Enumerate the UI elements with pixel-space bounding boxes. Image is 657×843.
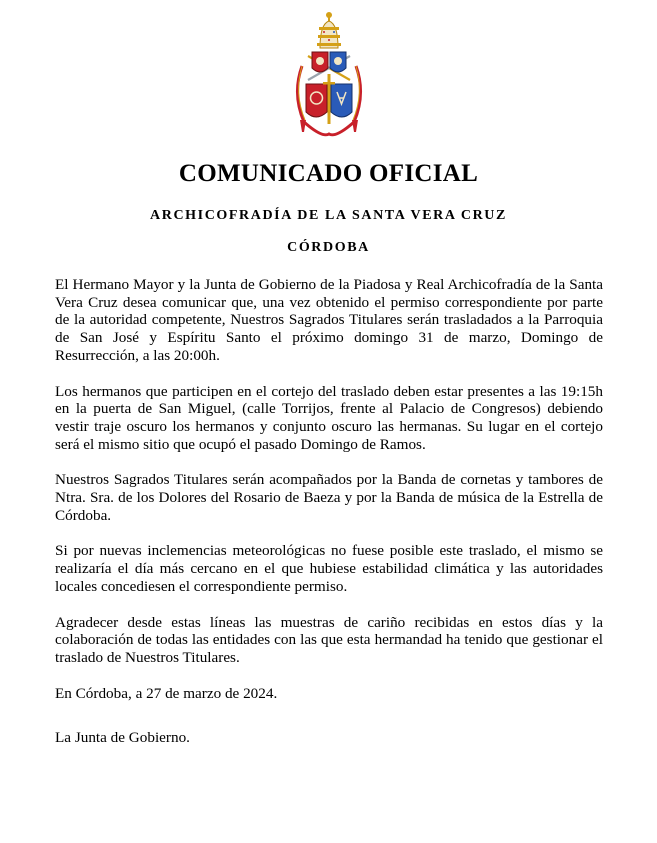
document-body <box>55 276 603 765</box>
page-title: COMUNICADO OFICIAL <box>178 160 479 187</box>
city-name: CÓRDOBA <box>287 240 370 255</box>
brotherhood-name: ARCHICOFRADÍA DE LA SANTA VERA CRUZ <box>150 208 507 223</box>
paragraph-weather: Si por nuevas inclemencias meteorológicas no fuese posible este traslado, el mismo se realizaría el día más cercano en el que hubiese estabilidad climática y las autoridades locales concediesen el correspondiente permiso. <box>55 542 603 595</box>
tiara-icon <box>317 12 341 48</box>
signature: La Junta de Gobierno. <box>55 729 190 747</box>
place-date: En Córdoba, a 27 de marzo de 2024. <box>55 684 278 702</box>
brotherhood-crest-icon <box>282 10 376 140</box>
paragraph-announcement: El Hermano Mayor y la Junta de Gobierno de la Piadosa y Real Archicofradía de la Santa Vera Cruz desea comunicar que, una vez obtenido el permiso correspondiente por parte de la autoridad competente, Nuestros Sagrados Titulares serán trasladados a la Parroquia de San José y Espíritu Santo el próximo domingo 31 de marzo, Domingo de Resurrección, a las 20:00h. <box>55 276 603 364</box>
paragraph-thanks: Agradecer desde estas líneas las muestras de cariño recibidas en estos días y la colaboración de todas las entidades con las que esta hermandad ha tenido que gestionar el traslado de Nuestros Titulares. <box>55 613 603 666</box>
paragraph-instructions: Los hermanos que participen en el cortejo del traslado deben estar presentes a las 19:15h en la puerta de San Miguel, (calle Torrijos, frente al Palacio de Congresos) debiendo vestir traje oscuro los hermanos y conjunto oscuro las hermanas. Su lugar en el cortejo será el mismo sitio que ocupó el pasado Domingo de Ramos. <box>55 382 603 453</box>
paragraph-bands: Nuestros Sagrados Titulares serán acompañados por la Banda de cornetas y tambores de Ntra. Sra. de los Dolores del Rosario de Baeza y por la Banda de música de la Estrella de Córdoba. <box>55 471 603 524</box>
